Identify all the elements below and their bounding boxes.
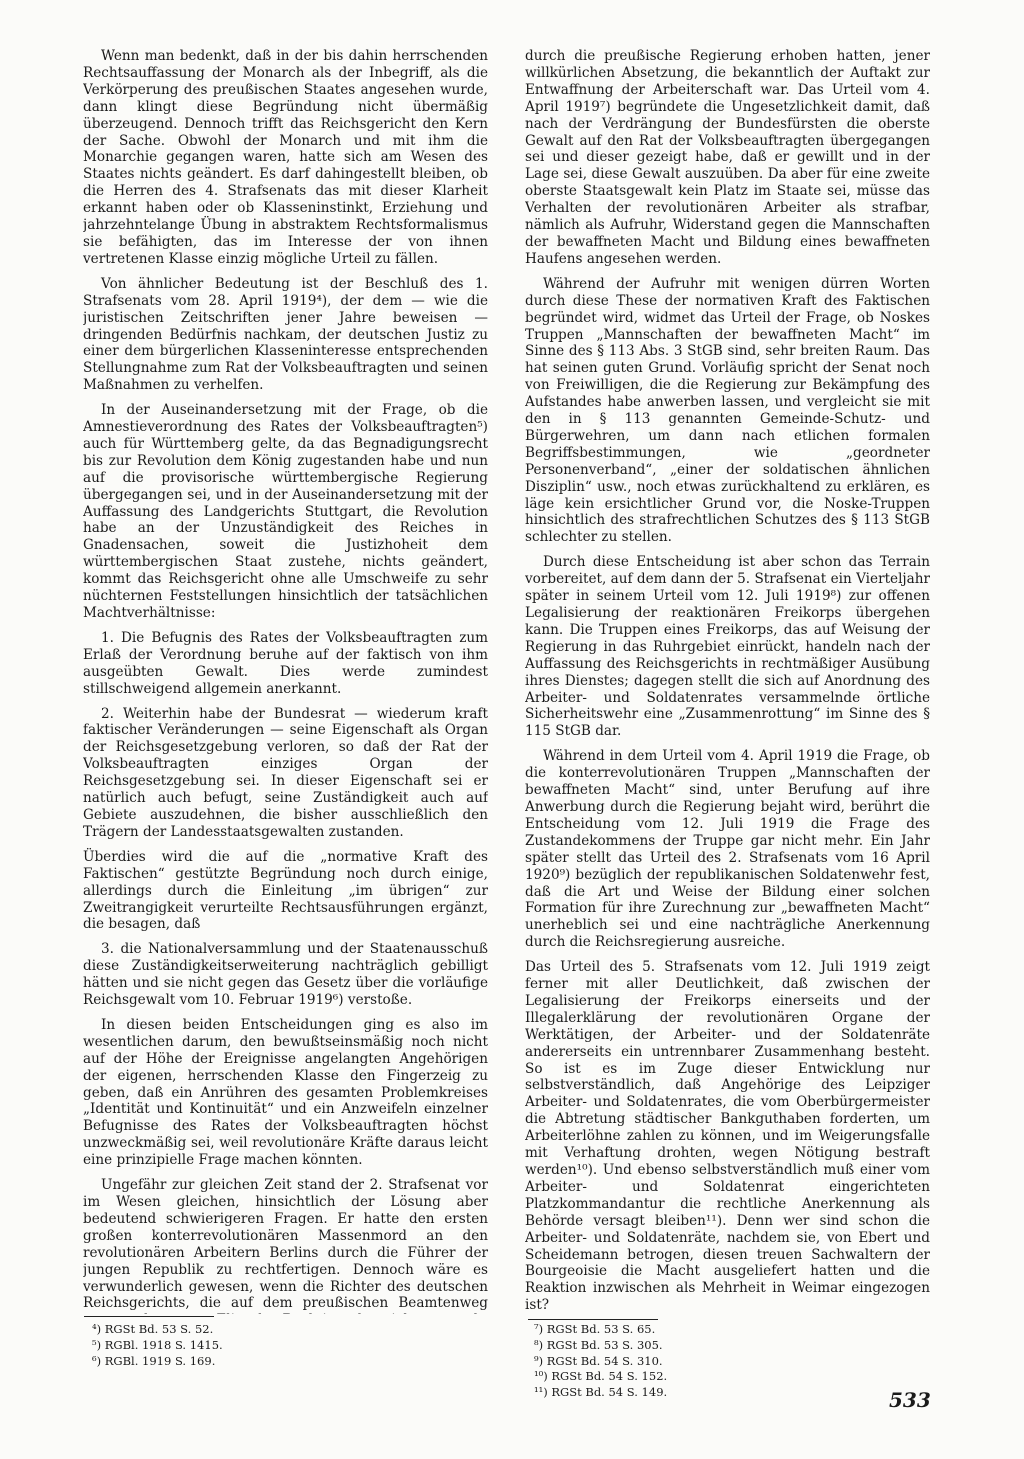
footnote: ⁶) RGBl. 1919 S. 169.: [92, 1353, 216, 1368]
paragraph: Von ähnlicher Bedeutung ist der Beschluß des 1. Strafsenats vom 28. April 1919⁴), der dem — wie die juristischen Zeitschriften jener Jahre beweisen — dringenden Bedürfnis nachkam, der deutschen Justiz zu einer dem bürgerlichen Klasseninteresse entsprechenden Stellungnahme zum Rat der Volksbeauftragten und seinen Maßnahmen zu verhelfen.: [83, 275, 488, 394]
footnote: ¹⁰) RGSt Bd. 54 S. 152.: [534, 1369, 668, 1384]
paragraph: 2. Weiterhin habe der Bundesrat — wiederum kraft faktischer Veränderungen — seine Eigenschaft als Organ der Reichsgesetzgebung verloren, so daß der Rat der Volksbeauftragten einziges Organ der Reichsgesetzgebung sei. In dieser Eigenschaft sei er natürlich auch befugt, seine Zuständigkeit auch auf Gebiete auszudehnen, die bisher ausschließlich den Trägern der Landesstaatsgewalten zustanden.: [83, 705, 488, 840]
footnote: ⁷) RGSt Bd. 53 S. 65.: [534, 1322, 656, 1336]
footnote-rule-left: [84, 1316, 214, 1317]
footnote: ¹¹) RGSt Bd. 54 S. 149.: [534, 1385, 668, 1400]
paragraph: In diesen beiden Entscheidungen ging es also im wesentlichen darum, den bewußtseinsmäßig noch nicht auf der Höhe der Ereignisse angelangten Angehörigen der eigenen, herrschenden Klasse den Fingerzeig zu geben, daß ein Anrühren des gesamten Problemkreises „Identität und Kontinuität“ und ein Anzweifeln einzelner Befugnisse des Rates der Volksbeauftragten höchst unzweckmäßig sei, weil revolutionäre Kräfte daraus leicht eine prinzipielle Frage machen könnten.: [83, 1016, 488, 1169]
paragraph: Das Urteil des 5. Strafsenats vom 12. Juli 1919 zeigt ferner mit aller Deutlichkeit, daß zwischen der Legalisierung der Freikorps einerseits und der Illegalerklärung der revolutionären Organe der Werktätigen, der Arbeiter- und der Soldatenräte andererseits ein untrennbarer Zusammenhang besteht. So ist es im Zuge dieser Entwicklung nur selbstverständlich, daß Angehörige des Leipziger Arbeiter- und Soldatenrates, die vom Oberbürgermeister die Abtretung städtischer Bankguthaben forderten, um Arbeiterlöhne zahlen zu können, und im Weigerungsfalle mit Verhaftung drohten, wegen Nötigung bestraft werden¹⁰). Und ebenso selbstverständlich muß einer vom Arbeiter- und Soldatenrat eingerichteten Platzkommandantur die rechtliche Anerkennung als Behörde versagt bleiben¹¹). Denn wer sind schon die Arbeiter- und Soldatenräte, nachdem sie, von Ebert und Scheidemann betrogen, diesen treuen Sachwaltern der Bourgeoisie die Macht ausgeliefert hatten und die Reaktion inzwischen als Mehrheit in Weimar eingezogen ist?: [525, 959, 930, 1314]
footnote: ⁸) RGSt Bd. 53 S. 305.: [534, 1337, 663, 1352]
paragraph: Während der Aufruhr mit wenigen dürren Worten durch diese These der normativen Kraft des Faktischen begründet wird, widmet das Urteil der Frage, ob Noskes Truppen „Mannschaften der bewaffneten Macht“ im Sinne des § 113 Abs. 3 StGB sind, sehr breiten Raum. Das hat seinen guten Grund. Vorläufig spricht der Senat noch von Freiwilligen, die die Regierung zur Bekämpfung des Aufstandes habe anwerben lassen, und vergleicht sie mit den in § 113 genannten Gemeinde-Schutz- und Bürgerwehren, um dann nach etlichen formalen Begriffsbestimmungen, wie „geordneter Personenverband“, „einer der soldatischen ähnlichen Disziplin“ usw., noch etwas zurückhaltend zu erklären, es läge kein ersichtlicher Grund vor, die Noske-Truppen hinsichtlich des strafrechtlichen Schutzes des § 113 StGB schlechter zu stellen.: [525, 275, 930, 546]
footnote: ⁴) RGSt Bd. 53 S. 52.: [92, 1322, 214, 1336]
paragraph: 3. die Nationalversammlung und der Staatenausschuß diese Zuständigkeitserweiterung nachträglich gebilligt hätten und sie nicht gegen das Gesetz über die vorläufige Reichsgewalt vom 10. Februar 1919⁶) verstoße.: [83, 941, 488, 1009]
left-text-column: [83, 48, 488, 1314]
paragraph: Durch diese Entscheidung ist aber schon das Terrain vorbereitet, auf dem dann der 5. Strafsenat ein Vierteljahr später in seinem Urteil vom 12. Juli 1919⁸) zur offenen Legalisierung der reaktionären Freikorps übergehen kann. Die Truppen eines Freikorps, das auf Weisung der Regierung in das Ruhrgebiet einrückt, handeln nach der Auffassung des Reichsgerichts in rechtmäßiger Ausübung ihres Dienstes; dagegen stellt die sich auf Anordnung des Arbeiter- und Soldatenrates versammelnde örtliche Sicherheitswehr eine „Zusammenrottung“ im Sinne des § 115 StGB dar.: [525, 554, 930, 740]
paragraph: Überdies wird die auf die „normative Kraft des Faktischen“ gestützte Begründung noch durch einige, allerdings durch die Einleitung „im übrigen“ zur Zweitrangigkeit verurteilte Rechtsausführungen ergänzt, die besagen, daß: [83, 848, 488, 933]
footnotes-left: [92, 1322, 292, 1369]
footnote-rule-right: [528, 1319, 658, 1320]
paragraph: durch die preußische Regierung erhoben hatten, jener willkürlichen Absetzung, die bekanntlich der Auftakt zur Entwaffnung der Arbeiterschaft war. Das Urteil vom 4. April 1919⁷) begründete die Ungesetzlichkeit damit, daß nach der Verdrängung der Bundesfürsten die oberste Gewalt auf den Rat der Volksbeauftragten übergegangen sei und dieser gezeigt habe, daß er gewillt und in der Lage sei, diese Gewalt auszuüben. Da aber für eine zweite oberste Staatsgewalt kein Platz im Staate sei, müsse das Verhalten der revolutionären Arbeiter als strafbar, nämlich als Aufruhr, Widerstand gegen die Mannschaften der bewaffneten Macht und Bildung eines bewaffneten Haufens angesehen werden.: [525, 48, 930, 267]
paragraph: In der Auseinandersetzung mit der Frage, ob die Amnestieverordnung des Rates der Volksbeauftragten⁵) auch für Württemberg gelte, da das Begnadigungsrecht bis zur Revolution dem König zugestanden habe und nun auf die provisorische württembergische Regierung übergegangen sei, und in der Auseinandersetzung mit der Auffassung des Landgerichts Stuttgart, die Revolution habe an der Unzuständigkeit des Reiches in Gnadensachen, soweit die Justizhoheit dem württembergischen Staat zustehe, nichts geändert, kommt das Reichsgericht ohne alle Umschweife zu sehr nüchternen Feststellungen hinsichtlich der tatsächlichen Machtverhältnisse:: [83, 402, 488, 621]
footnote: ⁹) RGSt Bd. 54 S. 310.: [534, 1353, 663, 1368]
paragraph: Wenn man bedenkt, daß in der bis dahin herrschenden Rechtsauffassung der Monarch als der Inbegriff, als die Verkörperung des preußischen Staates angesehen wurde, dann klingt diese Begründung nicht übermäßig überzeugend. Dennoch trifft das Reichsgericht den Kern der Sache. Obwohl der Monarch und mit ihm die Monarchie gegangen waren, hatte sich am Wesen des Staates nichts geändert. Es darf dahingestellt bleiben, ob die Herren des 4. Strafsenats das mit dieser Klarheit erkannt haben oder ob Klasseninstinkt, Erziehung und jahrzehntelange Übung in abstraktem Rechtsformalismus sie befähigten, das im Interesse der von ihnen vertretenen Klasse einzig mögliche Urteil zu fällen.: [83, 48, 488, 267]
paragraph: Ungefähr zur gleichen Zeit stand der 2. Strafsenat vor im Wesen gleichen, hinsichtlich der Lösung aber bedeutend schwierigeren Fragen. Er hatte den ersten großen konterrevolutionären Massenmord an den revolutionären Arbeitern Berlins durch die Führer der jungen Republik zu rechtfertigen. Dennoch wäre es verwunderlich gewesen, wenn die Richter des deutschen Reichsgerichts, die auf dem preußischen Beamtenweg: [83, 1177, 488, 1312]
paragraph: 1. Die Befugnis des Rates der Volksbeauftragten zum Erlaß der Verordnung beruhe auf der faktisch von ihm ausgeübten Gewalt. Dies werde zumindest stillschweigend allgemein anerkannt.: [83, 629, 488, 697]
page-number: 533: [889, 1388, 931, 1412]
paragraph: Während in dem Urteil vom 4. April 1919 die Frage, ob die konterrevolutionären Truppen „Mannschaften der bewaffneten Macht“ sind, unter Berufung auf ihre Anwerbung durch die Regierung bejaht wird, berührt die Entscheidung vom 12. Juli 1919 die Frage des Zustandekommens der Truppe gar nicht mehr. Ein Jahr später stellt das Urteil des 2. Strafsenats vom 16 April 1920⁹) bezüglich der republikanischen Soldatenwehr fest, daß die Art und Weise der Bildung einer solchen Formation für ihre Zurechnung zur „bewaffneten Macht“ unerheblich sei und eine nachträgliche Anerkennung durch die Reichsregierung ausreiche.: [525, 748, 930, 951]
footnote: ⁵) RGBl. 1918 S. 1415.: [92, 1337, 223, 1352]
footnotes-right: [534, 1322, 754, 1401]
right-text-column: [525, 48, 930, 1320]
